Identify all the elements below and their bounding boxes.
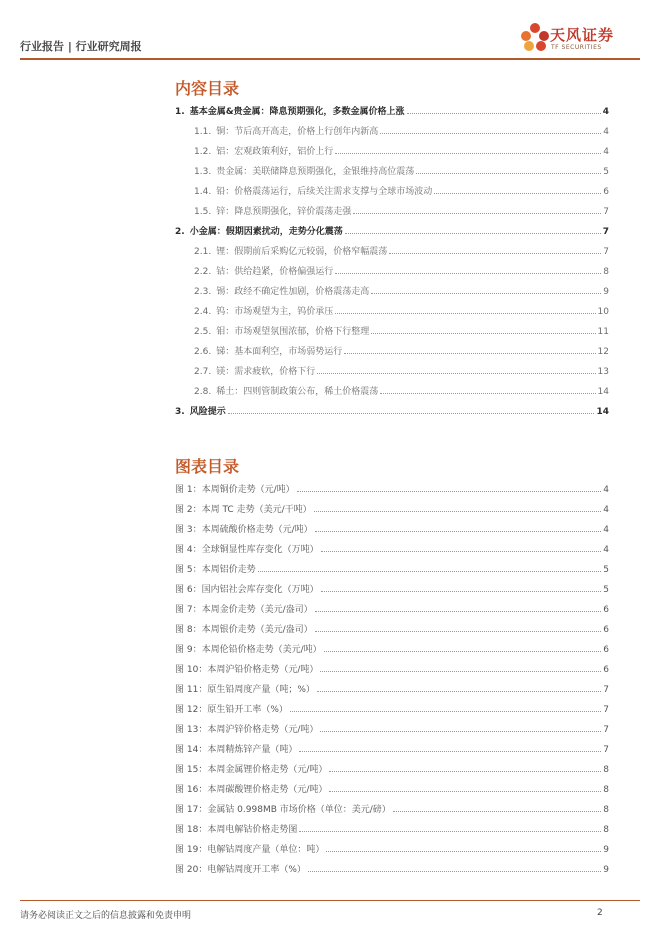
toc-item-text: 镁：需求疲软，价格下行 [216,367,316,377]
dot-leader [345,233,601,234]
dot-leader [371,333,595,334]
report-type-label: 行业报告 | 行业研究周报 [20,40,142,53]
figure-item[interactable] [175,481,609,495]
toc-item-text: 钼：市场观望氛围浓郁，价格下行整理 [216,327,370,337]
toc-item-text: 风险提示 [189,407,226,417]
toc-item-number: 2.6. [194,347,212,357]
toc-item-number: 2.1. [194,247,212,257]
figure-item-page: 7 [603,745,609,755]
toc-item[interactable] [194,363,609,377]
figures-title: 图表目录 [175,457,240,476]
toc-item[interactable] [194,183,609,197]
toc-item[interactable] [175,103,609,117]
figure-item[interactable] [175,861,609,875]
figure-item[interactable] [175,501,609,515]
dot-leader [299,831,601,832]
toc-item-page: 14 [597,387,609,397]
toc-item-page: 4 [603,127,609,137]
figure-item-text: 图 16：本周碳酸锂价格走势（元/吨） [175,785,328,795]
figure-item-text: 图 11：原生铅周度产量（吨；%） [175,685,315,695]
dot-leader [393,811,601,812]
toc-item[interactable] [194,383,609,397]
figure-item-page: 5 [603,585,609,595]
toc-item-text: 贵金属：美联储降息预期强化，金银维持高位震荡 [216,167,415,177]
dot-leader [299,751,601,752]
toc-item[interactable] [194,243,609,257]
logo-english-name: TF SECURITIES [551,44,602,51]
dot-leader [416,173,601,174]
figure-item-page: 8 [603,785,609,795]
figure-item-text: 图 1：本周铜价走势（元/吨） [175,485,295,495]
figure-item[interactable] [175,521,609,535]
figure-item[interactable] [175,541,609,555]
dot-leader [308,871,601,872]
toc-item-text: 锑：基本面利空，市场弱势运行 [216,347,343,357]
toc-item[interactable] [175,403,609,417]
figure-item-page: 7 [603,725,609,735]
figure-item-page: 6 [603,605,609,615]
figure-item-page: 4 [603,545,609,555]
figure-item-text: 图 5：本周铝价走势 [175,565,256,575]
dot-leader [320,671,601,672]
toc-item-page: 14 [596,407,609,417]
dot-leader [380,133,601,134]
toc-item-number: 2.5. [194,327,212,337]
page-number: 2 [597,908,603,918]
toc-item-page: 7 [603,207,609,217]
dot-leader [335,153,601,154]
figure-item-text: 图 7：本周金价走势（美元/盎司） [175,605,313,615]
toc-title: 内容目录 [175,79,240,98]
figure-item-text: 图 19：电解钴周度产量（单位：吨） [175,845,325,855]
toc-item-number: 2.8. [194,387,212,397]
figure-item-text: 图 10：本周沪铅价格走势（元/吨） [175,665,319,675]
toc-item-text: 钨：市场观望为主，钨价承压 [216,307,334,317]
figure-item[interactable] [175,801,609,815]
toc-item-number: 1. [175,107,185,117]
figure-item-text: 图 9：本周伦铅价格走势（美元/吨） [175,645,322,655]
toc-item-text: 小金属：假期因素扰动，走势分化震荡 [189,227,343,237]
toc-item-page: 4 [602,107,609,117]
toc-item-number: 1.5. [194,207,212,217]
toc-item-number: 1.2. [194,147,212,157]
toc-item-text: 稀土：四则管制政策公布，稀土价格震荡 [216,387,379,397]
figure-item-page: 4 [603,525,609,535]
toc-item-text: 钴：供给趋紧，价格偏强运行 [216,267,334,277]
toc-item-text: 锌：降息预期强化，锌价震荡走强 [216,207,352,217]
figure-item[interactable] [175,821,609,835]
figure-item[interactable] [175,781,609,795]
dot-leader [326,851,601,852]
figure-item[interactable] [175,601,609,615]
dot-leader [324,651,602,652]
dot-leader [258,571,602,572]
toc-item-page: 6 [603,187,609,197]
toc-item-page: 11 [597,327,609,337]
dot-leader [317,691,601,692]
figure-item-text: 图 17：金属钴 0.998MB 市场价格（单位：美元/磅） [175,805,391,815]
toc-item-number: 2.7. [194,367,212,377]
figure-item-page: 9 [603,845,609,855]
toc-item-number: 2.4. [194,307,212,317]
dot-leader [389,253,601,254]
figure-item-text: 图 8：本周银价走势（美元/盎司） [175,625,313,635]
figure-item-page: 5 [603,565,609,575]
figure-item[interactable] [175,701,609,715]
figure-item-page: 9 [603,865,609,875]
figure-item[interactable] [175,741,609,755]
toc-item-number: 3. [175,407,185,417]
footer-divider [20,900,640,901]
disclaimer-note: 请务必阅读正文之后的信息披露和免责申明 [20,911,192,921]
toc-item-page: 9 [603,287,609,297]
toc-item-page: 5 [603,167,609,177]
figure-item-text: 图 20：电解钴周度开工率（%） [175,865,306,875]
dot-leader [321,551,602,552]
dot-leader [321,591,602,592]
dot-leader [315,531,602,532]
figure-item[interactable] [175,621,609,635]
toc-item-number: 1.3. [194,167,212,177]
toc-item[interactable] [194,263,609,277]
toc-item-number: 2.3. [194,287,212,297]
toc-item-text: 锡：政经不确定性加剧，价格震荡走高 [216,287,370,297]
toc-item[interactable] [194,123,609,137]
figure-item-text: 图 2：本周 TC 走势（美元/干吨） [175,505,312,515]
dot-leader [353,213,601,214]
toc-item-text: 铜：节后高开高走，价格上行创年内新高 [216,127,379,137]
company-logo [520,22,630,56]
figure-item[interactable] [175,581,609,595]
dot-leader [315,611,602,612]
dot-leader [344,353,595,354]
dot-leader [329,791,601,792]
toc-item[interactable] [194,323,609,337]
flower-logo-icon [520,22,550,54]
figure-item-text: 图 18：本周电解钴价格走势图 [175,825,298,835]
dot-leader [290,711,601,712]
dot-leader [317,373,595,374]
toc-item-page: 13 [597,367,609,377]
figure-item[interactable] [175,561,609,575]
figure-item-text: 图 3：本周硫酸价格走势（元/吨） [175,525,313,535]
toc-item[interactable] [194,203,609,217]
figure-item-text: 图 6：国内铝社会库存变化（万吨） [175,585,319,595]
figure-item-page: 4 [603,485,609,495]
toc-item[interactable] [194,163,609,177]
figure-item[interactable] [175,761,609,775]
dot-leader [315,631,602,632]
figure-item-text: 图 12：原生铅开工率（%） [175,705,288,715]
toc-item-number: 2. [175,227,185,237]
figure-item[interactable] [175,661,609,675]
toc-item-text: 锂：假期前后采购亿元较弱，价格窄幅震荡 [216,247,388,257]
figure-item-page: 4 [603,505,609,515]
figure-item-page: 7 [603,705,609,715]
figure-item-text: 图 4：全球铜显性库存变化（万吨） [175,545,319,555]
figure-item[interactable] [175,721,609,735]
toc-item-page: 12 [597,347,609,357]
toc-item-page: 8 [603,267,609,277]
figure-item[interactable] [175,841,609,855]
toc-item-number: 1.4. [194,187,212,197]
dot-leader [335,313,595,314]
figure-item[interactable] [175,681,609,695]
dot-leader [320,731,601,732]
toc-item[interactable] [175,223,609,237]
logo-chinese-name: 天风证券 [550,26,615,44]
figure-item-page: 8 [603,805,609,815]
toc-item-page: 10 [597,307,609,317]
dot-leader [434,193,601,194]
toc-item-text: 铅：价格震荡运行，后续关注需求支撑与全球市场波动 [216,187,433,197]
toc-item-page: 7 [603,247,609,257]
figure-item-text: 图 15：本周金属锂价格走势（元/吨） [175,765,328,775]
figure-item-page: 6 [603,645,609,655]
figure-item-page: 6 [603,665,609,675]
figure-item-page: 8 [603,765,609,775]
toc-item[interactable] [194,143,609,157]
dot-leader [329,771,601,772]
toc-item-text: 基本金属&贵金属：降息预期强化，多数金属价格上涨 [189,107,405,117]
toc-item-page: 4 [603,147,609,157]
dot-leader [371,293,601,294]
toc-item-text: 铝：宏观政策利好，铝价上行 [216,147,334,157]
toc-item-page: 7 [602,227,609,237]
toc-item[interactable] [194,283,609,297]
figure-item[interactable] [175,641,609,655]
figure-item-page: 7 [603,685,609,695]
figure-item-text: 图 14：本周精炼锌产量（吨） [175,745,298,755]
dot-leader [314,511,602,512]
toc-item[interactable] [194,303,609,317]
dot-leader [228,413,595,414]
dot-leader [335,273,601,274]
toc-item[interactable] [194,343,609,357]
figure-item-page: 6 [603,625,609,635]
dot-leader [297,491,602,492]
dot-leader [380,393,595,394]
dot-leader [407,113,601,114]
figure-item-page: 8 [603,825,609,835]
header-divider [20,58,640,60]
toc-item-number: 2.2. [194,267,212,277]
figure-item-text: 图 13：本周沪锌价格走势（元/吨） [175,725,319,735]
toc-item-number: 1.1. [194,127,212,137]
